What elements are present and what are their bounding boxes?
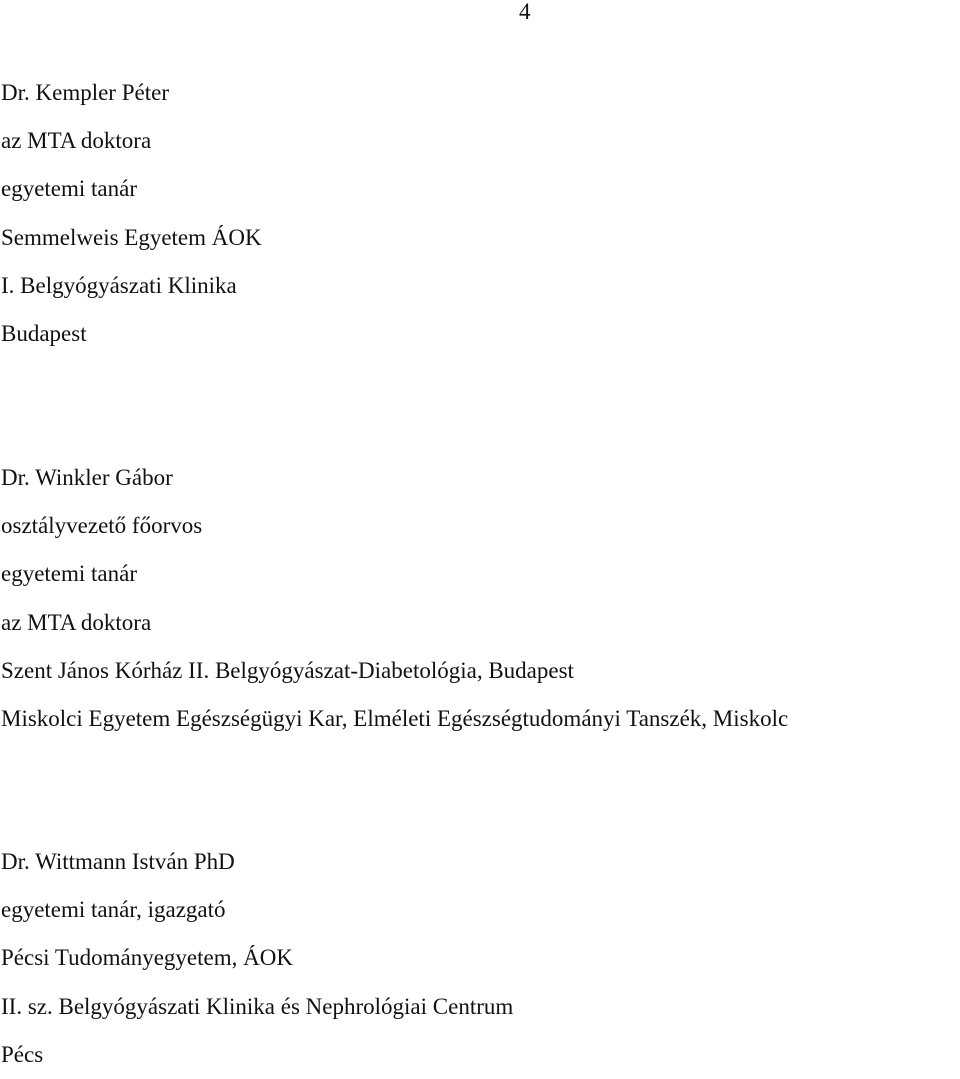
contact-city: Budapest [1, 321, 87, 347]
contact-institution: Semmelweis Egyetem ÁOK [1, 224, 262, 250]
contact-institution: Pécsi Tudományegyetem, ÁOK [1, 945, 293, 971]
contact-title: egyetemi tanár, igazgató [1, 897, 226, 923]
contact-block-winkler [1, 454, 788, 743]
contact-block-kempler [1, 69, 262, 358]
contact-title: az MTA doktora [1, 609, 152, 635]
contact-city: Pécs [1, 1041, 44, 1067]
contact-name: Dr. Wittmann István PhD [1, 849, 235, 874]
contact-title: az MTA doktora [1, 128, 152, 154]
page-number: 4 [519, 0, 531, 24]
contact-department: II. sz. Belgyógyászati Klinika és Nephrológiai Centrum [1, 993, 514, 1019]
contact-title: egyetemi tanár [1, 176, 138, 202]
contact-name: Dr. Kempler Péter [1, 80, 169, 105]
contact-block-wittmann [1, 838, 513, 1079]
contact-name: Dr. Winkler Gábor [1, 465, 173, 490]
contact-title: egyetemi tanár [1, 561, 138, 587]
contact-title: osztályvezető főorvos [1, 513, 203, 539]
contact-department: I. Belgyógyászati Klinika [1, 272, 237, 298]
contact-affiliation: Szent János Kórház II. Belgyógyászat-Diabetológia, Budapest [1, 657, 574, 683]
contact-affiliation: Miskolci Egyetem Egészségügyi Kar, Elméleti Egészségtudományi Tanszék, Miskolc [1, 706, 789, 732]
